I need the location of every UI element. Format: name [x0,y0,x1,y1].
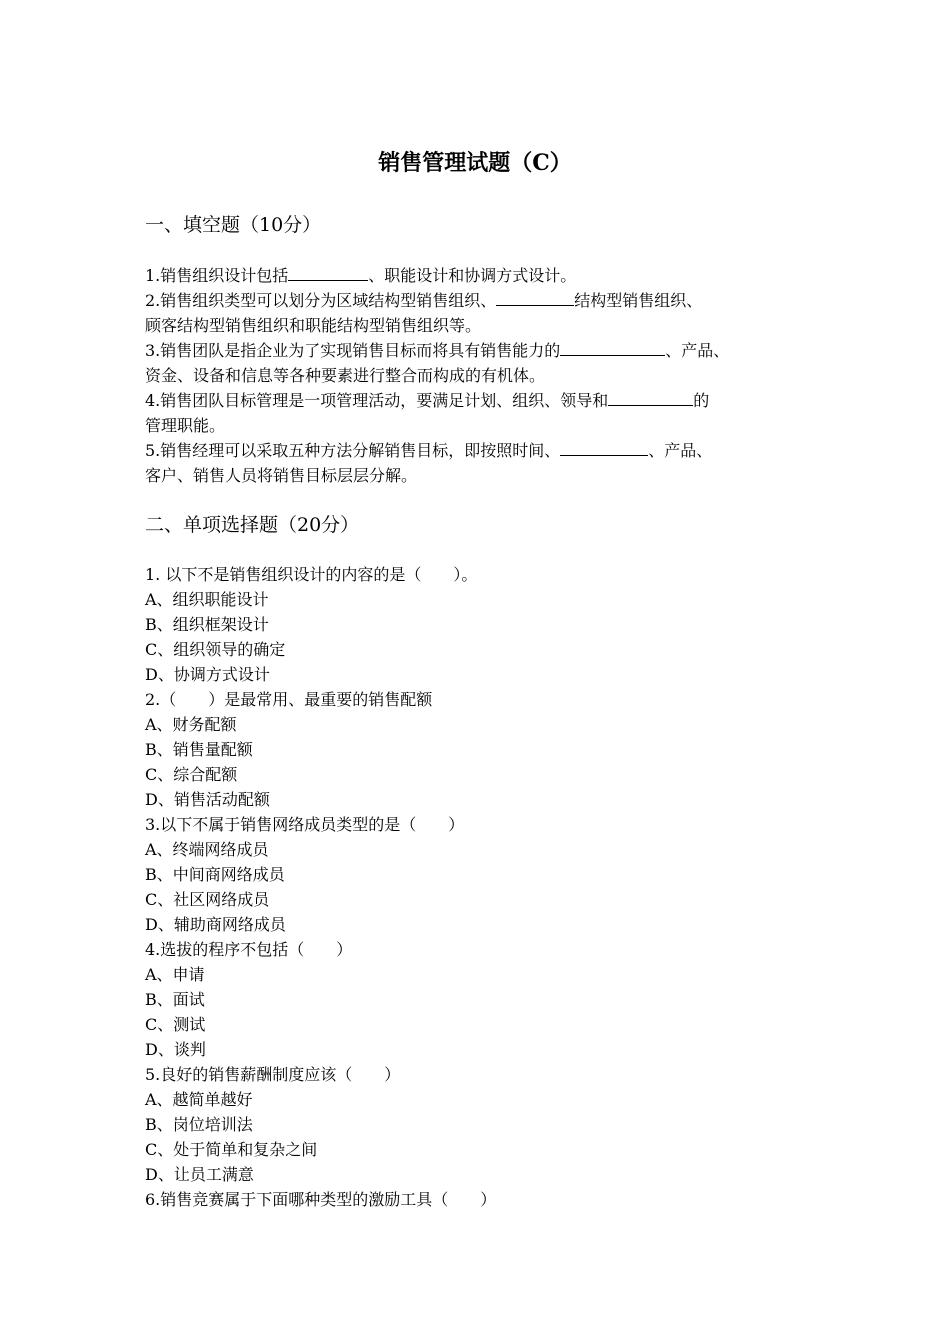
multiple-choice-questions [145,562,825,1212]
question-5-continued: 客户、销售人员将销售目标层层分解。 [145,466,418,485]
answer-blank [560,438,648,456]
mc-line: 1. 以下不是销售组织设计的内容的是（ ）。 [145,565,478,584]
question-text: 的 [693,391,710,410]
mc-line: 4.选拔的程序不包括（ ） [145,940,353,959]
mc-line: 6.销售竞赛属于下面哪种类型的激励工具（ ） [145,1190,497,1209]
answer-blank [496,288,574,306]
mc-line: 2.（ ）是最常用、最重要的销售配额 [145,690,433,709]
question-text: 、产品、 [665,341,730,360]
mc-option: A、申请 [145,965,205,984]
question-3 [145,338,825,363]
mc-option: D、协调方式设计 [145,665,270,684]
section-heading-multiple-choice: 二、单项选择题（20分） [145,514,360,536]
question-2-continued: 顾客结构型销售组织和职能结构型销售组织等。 [145,316,482,335]
mc-option: B、中间商网络成员 [145,865,285,884]
question-text: 2.销售组织类型可以划分为区域结构型销售组织、 [145,291,497,310]
mc-line: 5.良好的销售薪酬制度应该（ ） [145,1065,401,1084]
question-text: 5.销售经理可以采取五种方法分解销售目标，即按照时间、 [145,441,561,460]
mc-option: A、终端网络成员 [145,840,269,859]
question-2 [145,288,825,313]
mc-option: C、测试 [145,1015,206,1034]
answer-blank [560,338,665,356]
mc-option: B、销售量配额 [145,740,253,759]
question-text: 结构型销售组织、 [574,291,703,310]
question-4-continued: 管理职能。 [145,416,226,435]
mc-option: A、组织职能设计 [145,590,269,609]
mc-option: D、辅助商网络成员 [145,915,286,934]
fill-in-questions [145,263,825,488]
mc-option: B、面试 [145,990,205,1009]
mc-option: D、销售活动配额 [145,790,270,809]
answer-blank [608,388,693,406]
question-text: 4.销售团队目标管理是一项管理活动，要满足计划、组织、领导和 [145,391,609,410]
question-3-continued: 资金、设备和信息等各种要素进行整合而构成的有机体。 [145,366,546,385]
mc-option: D、让员工满意 [145,1165,254,1184]
mc-option: C、组织领导的确定 [145,640,286,659]
document-title: 销售管理试题（C） [378,150,572,176]
mc-option: B、岗位培训法 [145,1115,253,1134]
question-1 [145,263,825,288]
section-heading-fill-in: 一、填空题（10分） [145,214,322,236]
mc-option: C、社区网络成员 [145,890,270,909]
answer-blank [288,263,368,281]
question-text: 1.销售组织设计包括 [145,266,289,285]
question-text: 、职能设计和协调方式设计。 [368,266,577,285]
mc-option: A、财务配额 [145,715,237,734]
mc-option: B、组织框架设计 [145,615,269,634]
question-text: 、产品、 [648,441,713,460]
mc-line: 3.以下不属于销售网络成员类型的是（ ） [145,815,465,834]
question-4 [145,388,825,413]
question-text: 3.销售团队是指企业为了实现销售目标而将具有销售能力的 [145,341,561,360]
mc-option: C、综合配额 [145,765,238,784]
question-5 [145,438,825,463]
mc-option: C、处于简单和复杂之间 [145,1140,318,1159]
mc-option: A、越简单越好 [145,1090,253,1109]
mc-option: D、谈判 [145,1040,206,1059]
